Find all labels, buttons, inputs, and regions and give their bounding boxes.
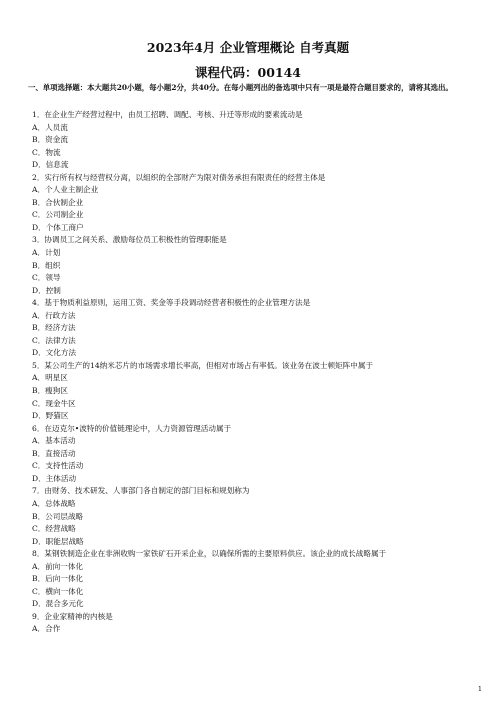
page-number: 1 xyxy=(477,685,482,693)
answer-option: D．信息流 xyxy=(32,160,69,170)
answer-option: A．总体战略 xyxy=(32,498,76,508)
course-code: 课程代码：00144 xyxy=(195,65,301,80)
answer-option: B．资金流 xyxy=(32,135,68,145)
answer-option: B．公司层战略 xyxy=(32,511,84,521)
question-stem: 9．企业家精神的内核是 xyxy=(32,611,113,621)
answer-option: C．领导 xyxy=(32,273,61,283)
answer-option: A．计划 xyxy=(32,248,61,258)
answer-option: D．控制 xyxy=(32,285,61,295)
question-stem: 2．实行所有权与经营权分离，以組织的全部财产为限对债务承担有限责任的经营主体是 xyxy=(32,172,326,182)
answer-option: D．职能层战略 xyxy=(32,536,84,546)
section-instruction: 一、单项选择题：本大题共20小题，每小题2分，共40分。在每小题列出的备选项中只有一项是最符合题目要求的，请将其选出。 xyxy=(28,83,453,92)
question-stem: 8．某钢铁制造企业在非洲收购一家铁矿石开采企业，以确保所需的主要原料供应。该企业的成长战略属于 xyxy=(32,549,387,559)
answer-option: A．行政方法 xyxy=(32,310,76,320)
answer-option: A．人员流 xyxy=(32,122,68,132)
answer-option: B．后向一体化 xyxy=(32,574,84,584)
answer-option: A．前向一体化 xyxy=(32,561,84,571)
answer-option: C．法律方法 xyxy=(32,335,76,345)
answer-option: B．直接活动 xyxy=(32,448,76,458)
question-stem: 1．在企业生产经营过程中，由员工招聘、调配、考核、升迁等形成的要素流动是 xyxy=(32,110,303,119)
answer-option: A．明星区 xyxy=(32,373,68,383)
exam-title: 2023年4月 企业管理概论 自考真题 xyxy=(146,40,350,55)
answer-option: D．文化方法 xyxy=(32,348,77,358)
answer-option: C．经营战略 xyxy=(32,524,76,534)
answer-option: B．瘦狗区 xyxy=(32,386,68,396)
answer-option: B．合伙制企业 xyxy=(32,197,84,207)
answer-option: A．合作 xyxy=(32,624,61,634)
question-stem: 5．某公司生产的14纳米芯片的市场需求增长率高，但相对市场占有率低。该业务在波士顿矩阵中属于 xyxy=(32,360,374,370)
answer-option: A．基本活动 xyxy=(32,436,76,446)
question-stem: 6．在迈克尔•波特的价值链理论中，人力资源管理活动属于 xyxy=(32,423,232,433)
answer-option: D．混合多元化 xyxy=(32,599,84,609)
question-stem: 7．由财务、技术研发、人事部门各自制定的部门目标和规划称为 xyxy=(32,486,250,496)
question-stem: 4．基于物质利益原则，运用工资、奖金等手段调动经营者积极性的企业管理方法是 xyxy=(32,298,311,308)
answer-option: C．现金牛区 xyxy=(32,398,76,408)
question-stem: 3．协调员工之间关系、激励每位员工积极性的管理职能是 xyxy=(32,235,227,245)
answer-option: B．组织 xyxy=(32,260,61,270)
answer-option: D．个体工商户 xyxy=(32,222,84,232)
answer-option: C．公司制企业 xyxy=(32,210,84,220)
answer-option: D．主体活动 xyxy=(32,473,77,483)
answer-option: D．野猫区 xyxy=(32,411,69,421)
answer-option: C．支持性活动 xyxy=(32,461,84,471)
answer-option: C．物流 xyxy=(32,147,61,157)
question-list xyxy=(32,109,477,636)
answer-option: C．横向一体化 xyxy=(32,586,84,596)
answer-option: B．经济方法 xyxy=(32,323,76,333)
answer-option: A．个人业主制企业 xyxy=(32,185,99,195)
